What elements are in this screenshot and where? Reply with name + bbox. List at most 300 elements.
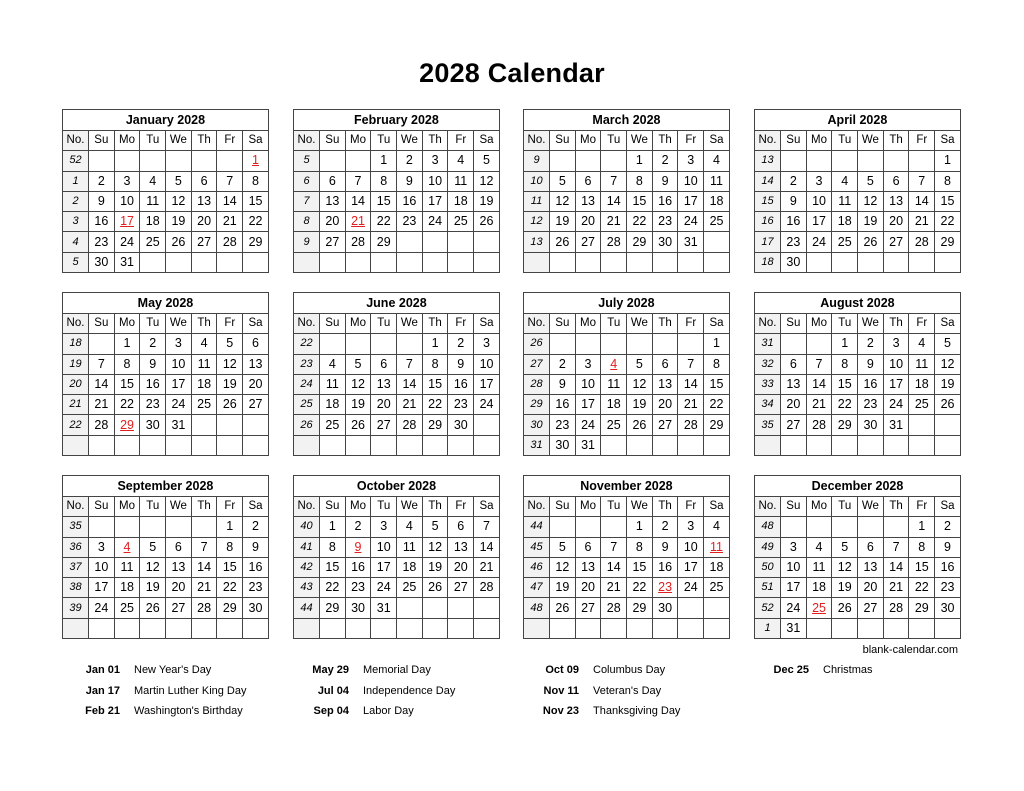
weekday-header: Fr (448, 314, 474, 334)
week-number: 6 (294, 171, 320, 191)
day-cell: 28 (191, 598, 217, 618)
day-cell: 1 (217, 517, 243, 537)
day-cell: 24 (114, 232, 140, 252)
day-cell (320, 151, 346, 171)
day-cell: 24 (575, 415, 601, 435)
day-cell: 13 (575, 557, 601, 577)
day-cell: 25 (832, 232, 858, 252)
day-cell: 16 (652, 557, 678, 577)
holiday-date: Jan 17 (85, 684, 120, 697)
day-cell: 4 (397, 517, 423, 537)
week-number: 19 (63, 354, 89, 374)
day-cell: 18 (320, 395, 346, 415)
week-number: 18 (63, 334, 89, 354)
day-cell: 6 (320, 171, 346, 191)
day-cell (883, 252, 909, 272)
week-number: 48 (755, 517, 781, 537)
holiday-item (62, 681, 247, 702)
day-cell: 13 (448, 537, 474, 557)
day-cell: 26 (474, 212, 500, 232)
week-row (294, 354, 500, 374)
day-cell: 6 (858, 537, 884, 557)
day-cell: 20 (320, 212, 346, 232)
day-cell: 19 (345, 395, 371, 415)
week-number: 31 (524, 435, 550, 455)
day-cell (89, 517, 115, 537)
day-cell: 19 (550, 212, 576, 232)
day-cell: 23 (858, 395, 884, 415)
day-cell: 6 (191, 171, 217, 191)
day-cell: 21 (601, 212, 627, 232)
day-cell (935, 415, 961, 435)
week-number: 47 (524, 578, 550, 598)
month-name: October 2028 (294, 476, 500, 497)
day-cell: 25 (191, 395, 217, 415)
day-cell: 20 (858, 578, 884, 598)
day-cell: 30 (858, 415, 884, 435)
day-cell: 10 (806, 191, 832, 211)
day-cell (345, 435, 371, 455)
day-cell (371, 618, 397, 638)
week-number-header: No. (524, 314, 550, 334)
week-number: 11 (524, 191, 550, 211)
weekday-header: We (397, 497, 423, 517)
holiday-day-cell: 4 (601, 354, 627, 374)
day-cell (704, 252, 730, 272)
day-cell: 14 (217, 191, 243, 211)
weekday-header: Su (89, 314, 115, 334)
month-name: August 2028 (755, 293, 961, 314)
day-cell: 8 (627, 537, 653, 557)
week-number: 20 (63, 374, 89, 394)
day-cell (550, 618, 576, 638)
week-number (294, 252, 320, 272)
day-cell: 12 (166, 191, 192, 211)
weekday-header: Mo (114, 314, 140, 334)
day-cell: 30 (89, 252, 115, 272)
day-cell: 9 (652, 171, 678, 191)
week-row (294, 598, 500, 618)
weekday-header: Fr (678, 314, 704, 334)
week-row (524, 537, 730, 557)
week-row (524, 435, 730, 455)
week-number-header: No. (755, 131, 781, 151)
week-row (524, 395, 730, 415)
day-cell: 22 (704, 395, 730, 415)
day-cell: 17 (678, 557, 704, 577)
week-row (524, 578, 730, 598)
weekday-header: Th (883, 497, 909, 517)
credit-text[interactable]: blank-calendar.com (862, 644, 958, 656)
day-cell: 6 (883, 171, 909, 191)
day-cell: 6 (652, 354, 678, 374)
day-cell: 15 (627, 191, 653, 211)
day-cell: 21 (89, 395, 115, 415)
day-cell: 12 (627, 374, 653, 394)
holiday-column (291, 660, 455, 722)
day-cell: 23 (89, 232, 115, 252)
holiday-date: Jul 04 (317, 684, 349, 697)
day-cell: 28 (217, 232, 243, 252)
week-row (755, 598, 961, 618)
week-number: 18 (755, 252, 781, 272)
weekday-header: Th (191, 314, 217, 334)
day-cell: 19 (217, 374, 243, 394)
month-name: March 2028 (524, 110, 730, 131)
holiday-date: Dec 25 (773, 664, 809, 677)
week-number: 17 (755, 232, 781, 252)
week-row (63, 252, 269, 272)
day-cell: 15 (627, 557, 653, 577)
week-row (755, 374, 961, 394)
weekday-header: Tu (601, 497, 627, 517)
week-number: 38 (63, 578, 89, 598)
day-cell: 19 (140, 578, 166, 598)
day-cell: 4 (704, 517, 730, 537)
day-cell (371, 334, 397, 354)
day-cell (575, 618, 601, 638)
day-cell: 18 (448, 191, 474, 211)
day-cell: 7 (474, 517, 500, 537)
week-number: 49 (755, 537, 781, 557)
day-cell: 24 (422, 212, 448, 232)
day-cell (806, 618, 832, 638)
day-cell: 20 (575, 212, 601, 232)
day-cell: 17 (883, 374, 909, 394)
weekday-header: Tu (832, 314, 858, 334)
week-row (63, 618, 269, 638)
day-cell: 4 (140, 171, 166, 191)
holiday-name: Christmas (823, 664, 873, 677)
month-9 (293, 475, 499, 639)
week-row (755, 191, 961, 211)
week-number: 50 (755, 557, 781, 577)
day-cell (474, 415, 500, 435)
day-cell (678, 618, 704, 638)
day-cell (114, 151, 140, 171)
day-cell: 2 (345, 517, 371, 537)
weekday-header: Mo (575, 314, 601, 334)
week-row (755, 557, 961, 577)
week-row (524, 354, 730, 374)
day-cell (371, 435, 397, 455)
day-cell (627, 252, 653, 272)
week-number: 34 (755, 395, 781, 415)
holiday-name: Columbus Day (593, 664, 666, 677)
day-cell: 1 (627, 151, 653, 171)
week-number: 33 (755, 374, 781, 394)
day-cell: 2 (243, 517, 269, 537)
weekday-header: Fr (448, 131, 474, 151)
week-number: 26 (524, 334, 550, 354)
day-cell: 2 (397, 151, 423, 171)
day-cell (217, 435, 243, 455)
day-cell (397, 598, 423, 618)
day-cell: 8 (935, 171, 961, 191)
holiday-day-cell: 23 (652, 578, 678, 598)
week-number-header: No. (63, 131, 89, 151)
holiday-item (62, 701, 247, 722)
week-number (294, 435, 320, 455)
day-cell: 5 (422, 517, 448, 537)
day-cell (217, 415, 243, 435)
day-cell: 9 (781, 191, 807, 211)
week-row (294, 557, 500, 577)
day-cell: 2 (448, 334, 474, 354)
day-cell: 5 (935, 334, 961, 354)
day-cell: 30 (652, 598, 678, 618)
day-cell: 8 (422, 354, 448, 374)
week-number: 13 (755, 151, 781, 171)
day-cell: 10 (474, 354, 500, 374)
day-cell: 20 (652, 395, 678, 415)
day-cell (448, 435, 474, 455)
day-cell: 23 (652, 212, 678, 232)
day-cell: 7 (345, 171, 371, 191)
day-cell: 26 (832, 598, 858, 618)
day-cell: 27 (858, 598, 884, 618)
day-cell: 29 (627, 232, 653, 252)
day-cell (166, 151, 192, 171)
day-cell (806, 517, 832, 537)
day-cell (217, 252, 243, 272)
weekday-header: Tu (371, 497, 397, 517)
week-number-header: No. (294, 131, 320, 151)
holiday-name: Memorial Day (363, 664, 431, 677)
day-cell: 3 (474, 334, 500, 354)
week-number-header: No. (63, 314, 89, 334)
day-cell: 15 (114, 374, 140, 394)
day-cell: 31 (166, 415, 192, 435)
month-3 (754, 109, 960, 273)
day-cell (191, 252, 217, 272)
week-number: 44 (294, 598, 320, 618)
week-row (524, 618, 730, 638)
day-cell: 24 (806, 232, 832, 252)
week-number-header: No. (294, 497, 320, 517)
day-cell (397, 435, 423, 455)
day-cell: 29 (935, 232, 961, 252)
day-cell: 4 (191, 334, 217, 354)
day-cell: 13 (243, 354, 269, 374)
day-cell: 20 (191, 212, 217, 232)
week-number (294, 618, 320, 638)
day-cell (474, 598, 500, 618)
day-cell: 26 (217, 395, 243, 415)
day-cell (858, 252, 884, 272)
day-cell (422, 598, 448, 618)
holiday-column (521, 660, 680, 722)
day-cell: 15 (243, 191, 269, 211)
day-cell: 31 (678, 232, 704, 252)
day-cell (652, 618, 678, 638)
holiday-name: Independence Day (363, 684, 456, 697)
day-cell (781, 435, 807, 455)
day-cell (806, 151, 832, 171)
week-row (63, 395, 269, 415)
day-cell: 28 (601, 598, 627, 618)
day-cell (781, 517, 807, 537)
week-number: 4 (63, 232, 89, 252)
day-cell: 12 (832, 557, 858, 577)
day-cell (832, 252, 858, 272)
day-cell (217, 151, 243, 171)
day-cell: 14 (397, 374, 423, 394)
day-cell: 8 (832, 354, 858, 374)
day-cell: 3 (678, 151, 704, 171)
weekday-header: Su (89, 131, 115, 151)
day-cell: 12 (345, 374, 371, 394)
day-cell: 10 (371, 537, 397, 557)
day-cell: 7 (191, 537, 217, 557)
day-cell: 30 (448, 415, 474, 435)
day-cell: 22 (935, 212, 961, 232)
day-cell (191, 151, 217, 171)
week-row (294, 618, 500, 638)
weekday-header: Sa (704, 314, 730, 334)
week-number: 22 (294, 334, 320, 354)
month-name: December 2028 (755, 476, 961, 497)
week-number: 14 (755, 171, 781, 191)
day-cell (832, 435, 858, 455)
day-cell (678, 435, 704, 455)
week-row (524, 171, 730, 191)
day-cell (858, 435, 884, 455)
page-title: 2028 Calendar (419, 58, 605, 88)
week-number: 5 (63, 252, 89, 272)
day-cell: 11 (806, 557, 832, 577)
week-number: 10 (524, 171, 550, 191)
weekday-header: Fr (448, 497, 474, 517)
day-cell: 5 (474, 151, 500, 171)
day-cell (704, 618, 730, 638)
day-cell: 18 (601, 395, 627, 415)
week-number: 8 (294, 212, 320, 232)
day-cell: 13 (652, 374, 678, 394)
day-cell (832, 618, 858, 638)
day-cell: 10 (89, 557, 115, 577)
day-cell (858, 151, 884, 171)
day-cell: 25 (397, 578, 423, 598)
day-cell: 14 (601, 191, 627, 211)
day-cell: 25 (704, 578, 730, 598)
day-cell: 20 (243, 374, 269, 394)
weekday-header: We (397, 131, 423, 151)
week-number: 30 (524, 415, 550, 435)
day-cell: 17 (474, 374, 500, 394)
day-cell: 27 (191, 232, 217, 252)
day-cell: 1 (114, 334, 140, 354)
day-cell (140, 435, 166, 455)
weekday-header: Sa (243, 497, 269, 517)
day-cell: 7 (883, 537, 909, 557)
day-cell: 20 (448, 557, 474, 577)
holiday-day-cell: 21 (345, 212, 371, 232)
holiday-day-cell: 29 (114, 415, 140, 435)
month-name: June 2028 (294, 293, 500, 314)
day-cell: 25 (601, 415, 627, 435)
day-cell: 7 (89, 354, 115, 374)
day-cell: 27 (320, 232, 346, 252)
weekday-header: Fr (678, 497, 704, 517)
weekday-header: Su (320, 314, 346, 334)
day-cell: 19 (166, 212, 192, 232)
day-cell: 13 (166, 557, 192, 577)
day-cell: 15 (217, 557, 243, 577)
day-cell: 7 (397, 354, 423, 374)
weekday-header: Mo (806, 497, 832, 517)
week-row (63, 232, 269, 252)
weekday-header: Fr (217, 314, 243, 334)
week-number (524, 252, 550, 272)
week-row (524, 151, 730, 171)
weekday-header: Th (422, 497, 448, 517)
day-cell: 31 (781, 618, 807, 638)
day-cell: 16 (935, 557, 961, 577)
week-number: 45 (524, 537, 550, 557)
day-cell: 28 (601, 232, 627, 252)
day-cell (935, 435, 961, 455)
month-10 (523, 475, 729, 639)
day-cell: 19 (550, 578, 576, 598)
day-cell: 6 (575, 537, 601, 557)
day-cell: 10 (883, 354, 909, 374)
day-cell (166, 435, 192, 455)
day-cell: 14 (474, 537, 500, 557)
holiday-day-cell: 25 (806, 598, 832, 618)
day-cell: 30 (243, 598, 269, 618)
day-cell: 2 (781, 171, 807, 191)
day-cell: 16 (89, 212, 115, 232)
holiday-item (62, 660, 247, 681)
day-cell (627, 618, 653, 638)
week-number: 3 (63, 212, 89, 232)
day-cell (909, 618, 935, 638)
day-cell: 12 (550, 557, 576, 577)
day-cell (909, 151, 935, 171)
week-row (755, 618, 961, 638)
day-cell: 19 (832, 578, 858, 598)
day-cell: 16 (397, 191, 423, 211)
weekday-header: Su (550, 314, 576, 334)
day-cell: 25 (114, 598, 140, 618)
day-cell: 7 (806, 354, 832, 374)
week-row (63, 578, 269, 598)
holiday-name: Veteran's Day (593, 684, 662, 697)
day-cell: 6 (448, 517, 474, 537)
day-cell (345, 151, 371, 171)
day-cell: 5 (166, 171, 192, 191)
day-cell: 17 (678, 191, 704, 211)
day-cell (704, 232, 730, 252)
month-2 (523, 109, 729, 273)
weekday-header: Su (320, 131, 346, 151)
day-cell: 8 (704, 354, 730, 374)
week-row (755, 171, 961, 191)
week-number: 9 (294, 232, 320, 252)
day-cell: 9 (243, 537, 269, 557)
day-cell (550, 334, 576, 354)
day-cell: 16 (345, 557, 371, 577)
day-cell: 15 (422, 374, 448, 394)
weekday-header: Fr (909, 131, 935, 151)
weekday-header: Mo (575, 497, 601, 517)
day-cell: 15 (371, 191, 397, 211)
day-cell: 23 (140, 395, 166, 415)
day-cell: 23 (781, 232, 807, 252)
day-cell: 13 (575, 191, 601, 211)
day-cell: 12 (217, 354, 243, 374)
